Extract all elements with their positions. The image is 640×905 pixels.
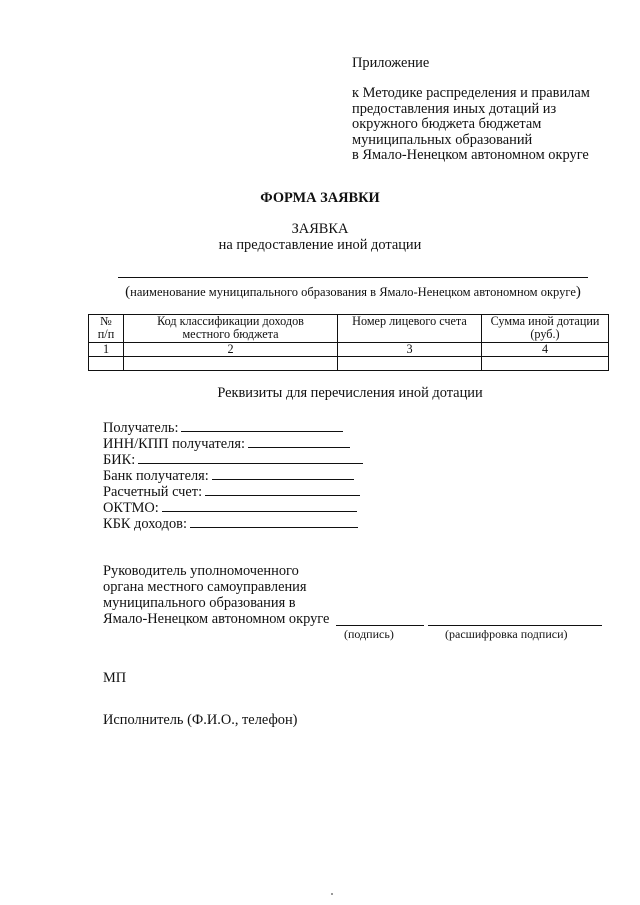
caption-text: наименование муниципального образования в Ямало-Ненецком автономном округе	[130, 285, 576, 299]
table-number-row	[89, 343, 609, 357]
bank-input[interactable]	[212, 466, 354, 480]
municipality-caption	[118, 284, 588, 301]
form-title: ФОРМА ЗАЯВКИ	[260, 190, 380, 206]
kbk-field	[103, 514, 363, 530]
requisites-title: Реквизиты для перечисления иной дотации	[217, 385, 483, 401]
appendix-line: в Ямало-Ненецком автономном округе	[352, 147, 589, 164]
application-subtitle: на предоставление иной дотации	[218, 237, 422, 253]
executor-label: Исполнитель (Ф.И.О., телефон)	[103, 712, 298, 728]
table-cell[interactable]	[338, 357, 482, 371]
recipient-input[interactable]	[181, 418, 343, 432]
field-label: Банк получателя:	[103, 468, 209, 484]
appendix-line: окружного бюджета бюджетам	[352, 116, 542, 133]
kbk-input[interactable]	[190, 514, 358, 528]
account-input[interactable]	[205, 482, 360, 496]
appendix-title: Приложение	[352, 55, 430, 71]
recipient-field	[103, 418, 363, 434]
head-line: Руководитель уполномоченного	[103, 563, 299, 579]
municipality-name-field[interactable]	[118, 277, 588, 278]
oktmo-field	[103, 498, 363, 514]
column-number: 4	[482, 343, 609, 357]
head-line: органа местного самоуправления	[103, 579, 307, 595]
table-cell[interactable]	[482, 357, 609, 371]
column-number: 3	[338, 343, 482, 357]
field-label: ИНН/КПП получателя:	[103, 436, 245, 452]
table-cell[interactable]	[89, 357, 124, 371]
table-header-row	[89, 315, 609, 343]
signature-decoding-line[interactable]	[428, 625, 602, 626]
field-label: БИК:	[103, 452, 136, 468]
head-line: Ямало-Ненецком автономном округе	[103, 611, 330, 627]
head-signature-block	[103, 563, 329, 627]
head-line: муниципального образования в	[103, 595, 296, 611]
field-label: Расчетный счет:	[103, 484, 203, 500]
account-field	[103, 482, 363, 498]
inn-kpp-input[interactable]	[248, 434, 350, 448]
decoding-caption: (расшифровка подписи)	[445, 627, 568, 641]
header-cell-amount: Сумма иной дотации (руб.)	[482, 315, 609, 343]
appendix-line: муниципальных образований	[352, 131, 533, 148]
field-label: Получатель:	[103, 420, 179, 436]
bik-field	[103, 450, 363, 466]
signature-caption: (подпись)	[344, 627, 394, 641]
application-title: ЗАЯВКА	[291, 221, 349, 237]
requisites-fields	[103, 418, 363, 530]
bik-input[interactable]	[138, 450, 363, 464]
oktmo-input[interactable]	[162, 498, 357, 512]
table-cell[interactable]	[124, 357, 338, 371]
inn-kpp-field	[103, 434, 363, 450]
field-label: КБК доходов:	[103, 516, 187, 532]
table-row	[89, 357, 609, 371]
bank-field	[103, 466, 363, 482]
field-label: ОКТМО:	[103, 500, 159, 516]
appendix-block	[352, 56, 590, 163]
header-cell-code: Код классификации доходов местного бюджета	[124, 315, 338, 343]
caption-paren-close: )	[575, 284, 581, 300]
column-number: 1	[89, 343, 124, 357]
stamp-place: МП	[103, 670, 127, 686]
appendix-line: к Методике распределения и правилам	[352, 85, 590, 102]
application-table	[88, 314, 609, 371]
signature-line[interactable]	[336, 625, 424, 626]
column-number: 2	[124, 343, 338, 357]
header-cell-number: № п/п	[89, 315, 124, 343]
appendix-line: предоставления иных дотаций из	[352, 100, 557, 117]
header-cell-account: Номер лицевого счета	[338, 315, 482, 343]
caption-paren-open: (	[125, 284, 131, 300]
page-mark	[331, 893, 333, 895]
